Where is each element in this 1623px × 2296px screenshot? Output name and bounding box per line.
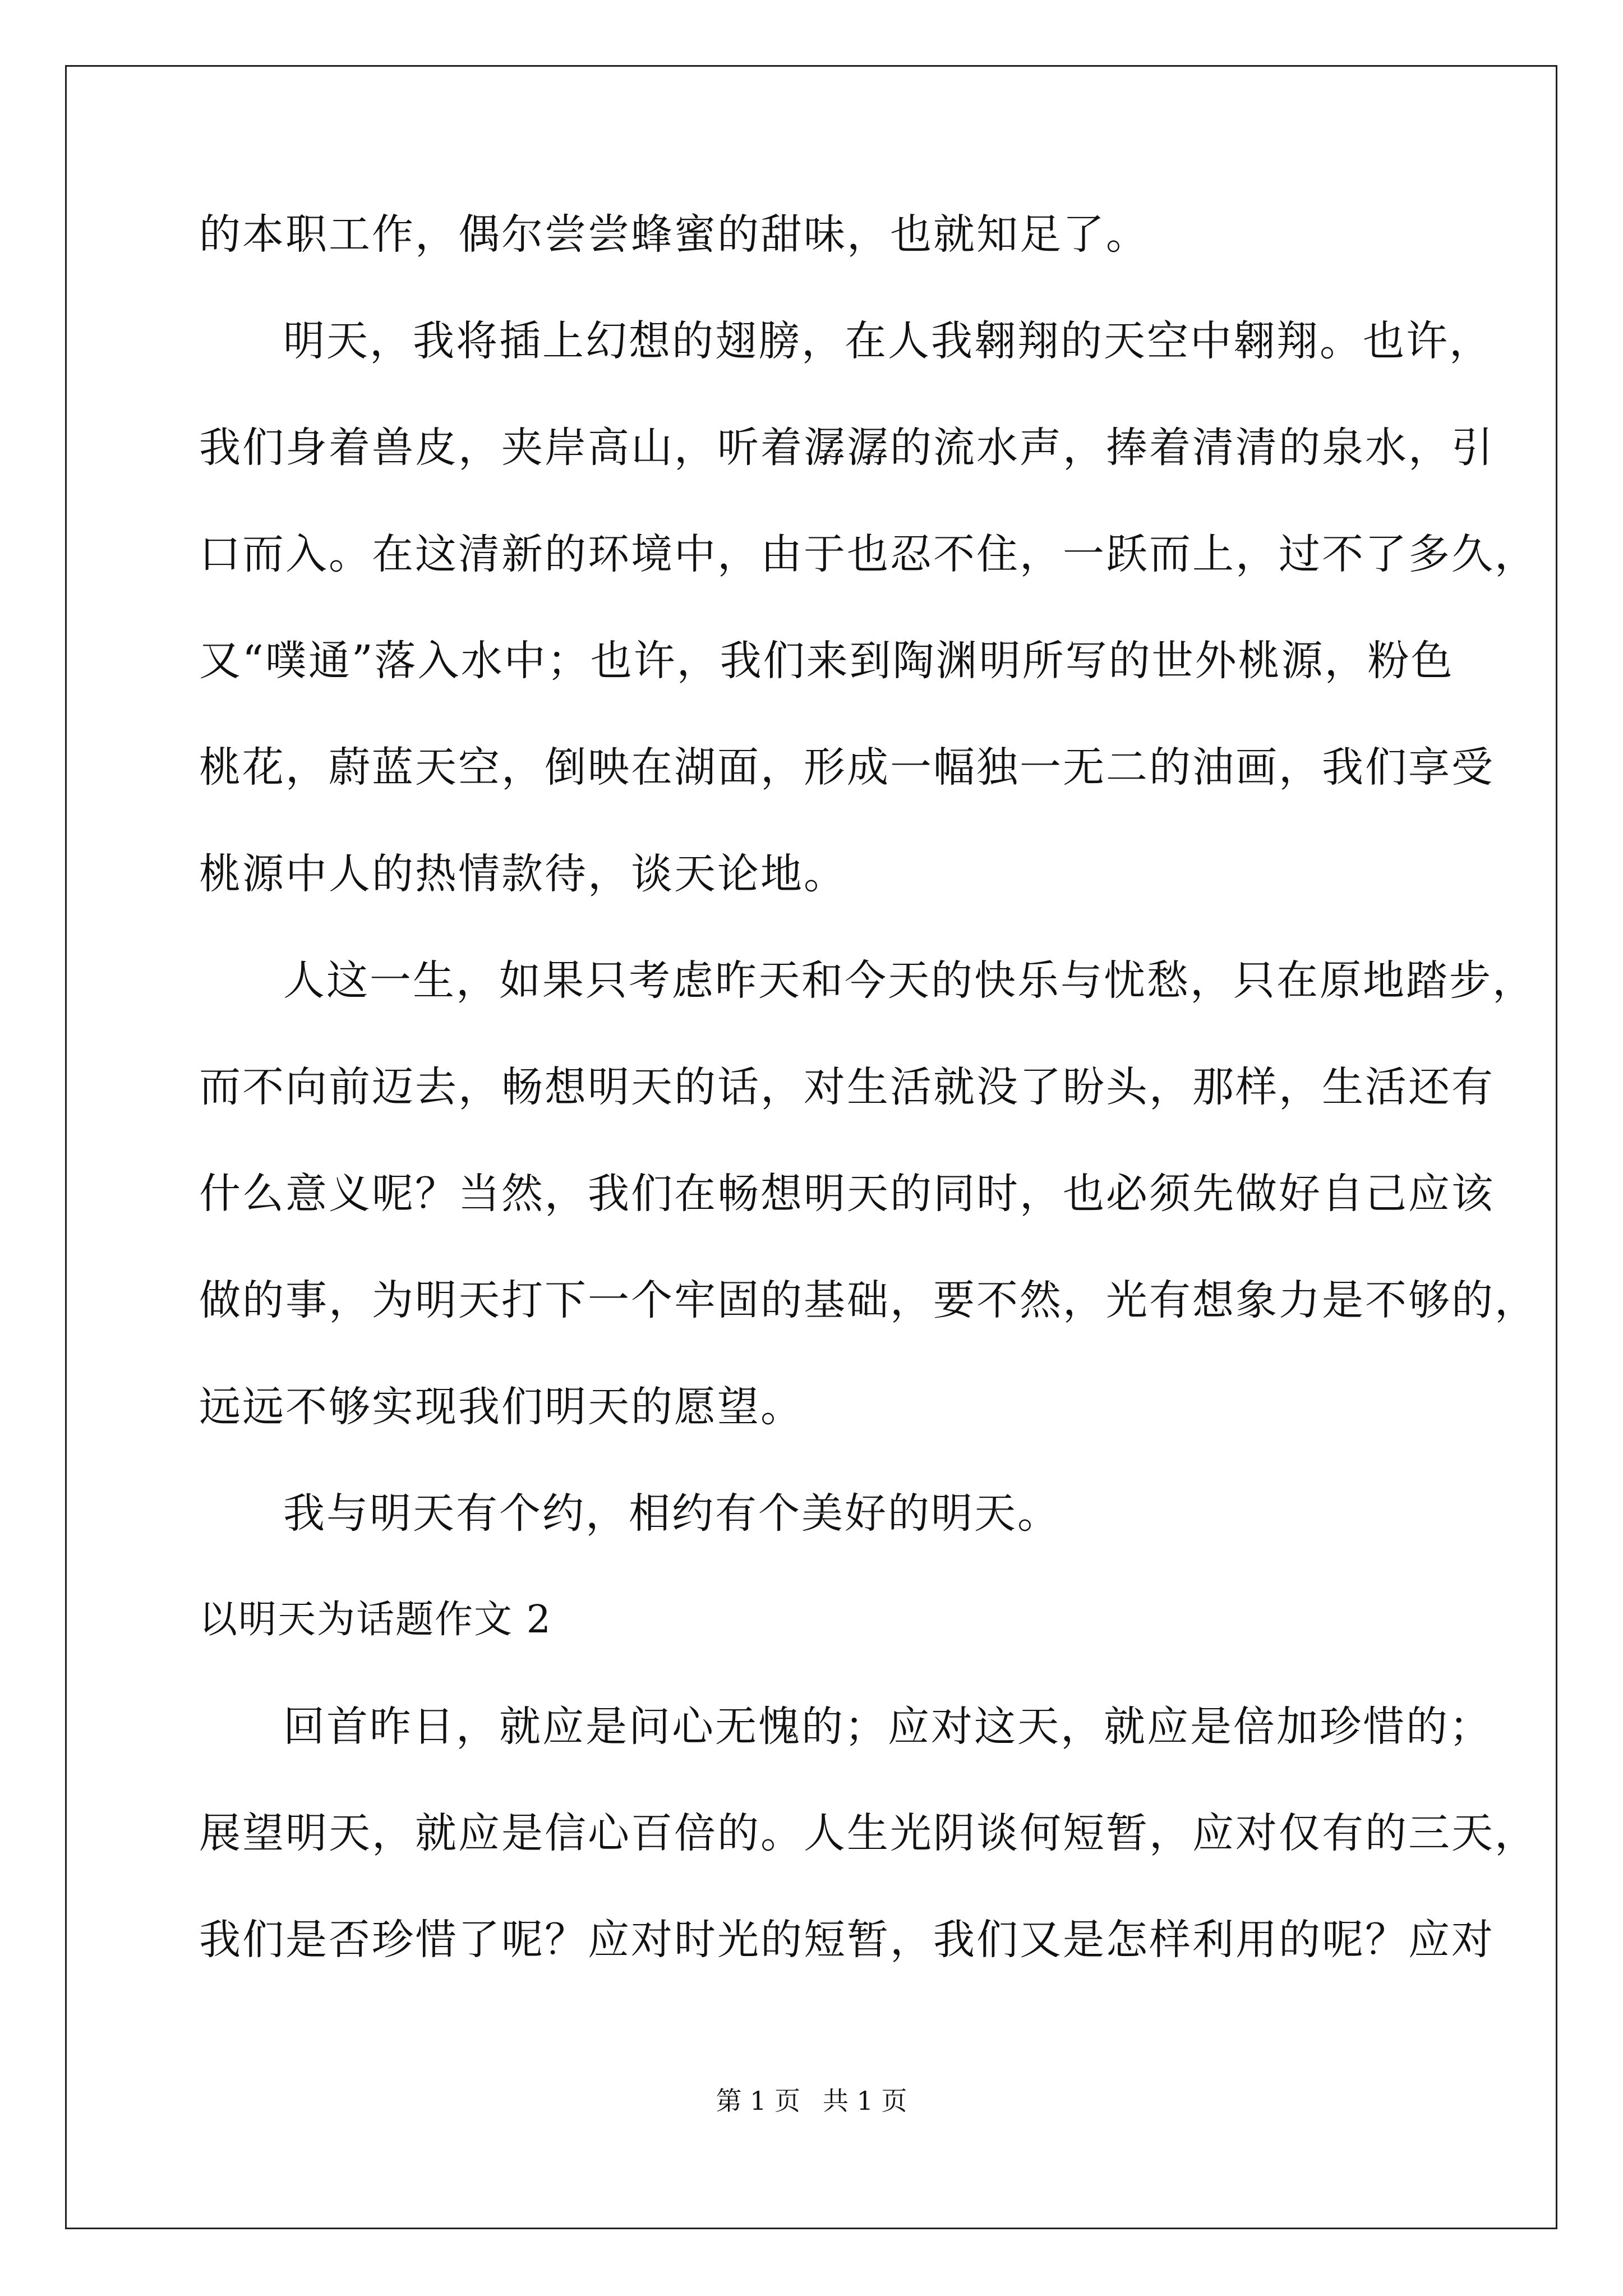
text-line: 什么意义呢？当然，我们在畅想明天的同时，也必须先做好自己应该: [199, 1170, 1495, 1218]
paragraph-start-line: 人这一生，如果只考虑昨天和今天的快乐与忧愁，只在原地踏步，: [283, 956, 1536, 1005]
text-line: 我们身着兽皮，夹岸高山，听着潺潺的流水声，捧着清清的泉水，引: [199, 424, 1495, 472]
text-line: 展望明天，就应是信心百倍的。人生光阴谈何短暂，应对仅有的三天，: [199, 1809, 1538, 1857]
text-line: 我们是否珍惜了呢？应对时光的短暂，我们又是怎样利用的呢？应对: [199, 1916, 1495, 1964]
page-total: 共 1 页: [823, 2086, 907, 2116]
text-line: 远远不够实现我们明天的愿望。: [199, 1383, 804, 1431]
page-number: 第 1 页: [716, 2086, 800, 2116]
text-line: 又“噗通”落入水中；也许，我们来到陶渊明所写的世外桃源，粉色: [199, 637, 1454, 685]
page-border: [65, 65, 1557, 2229]
text-line: 做的事，为明天打下一个牢固的基础，要不然，光有想象力是不够的，: [199, 1276, 1538, 1324]
page-footer: [0, 2084, 1623, 2118]
section-heading: 以明天为话题作文 2: [199, 1598, 552, 1642]
paragraph-start-line: 我与明天有个约，相约有个美好的明天。: [283, 1489, 1061, 1538]
paragraph-start-line: 回首昨日，就应是问心无愧的；应对这天，就应是倍加珍惜的；: [283, 1703, 1492, 1751]
text-line: 桃花，蔚蓝天空，倒映在湖面，形成一幅独一无二的油画，我们享受: [199, 743, 1495, 792]
text-line: 桃源中人的热情款待，谈天论地。: [199, 850, 847, 898]
text-line: 口而入。在这清新的环境中，由于也忍不住，一跃而上，过不了多久，: [199, 530, 1538, 578]
text-line: 而不向前迈去，畅想明天的话，对生活就没了盼头，那样，生活还有: [199, 1063, 1495, 1111]
text-line: 的本职工作，偶尔尝尝蜂蜜的甜味，也就知足了。: [199, 210, 1149, 259]
paragraph-start-line: 明天，我将插上幻想的翅膀，在人我翱翔的天空中翱翔。也许，: [283, 317, 1492, 365]
